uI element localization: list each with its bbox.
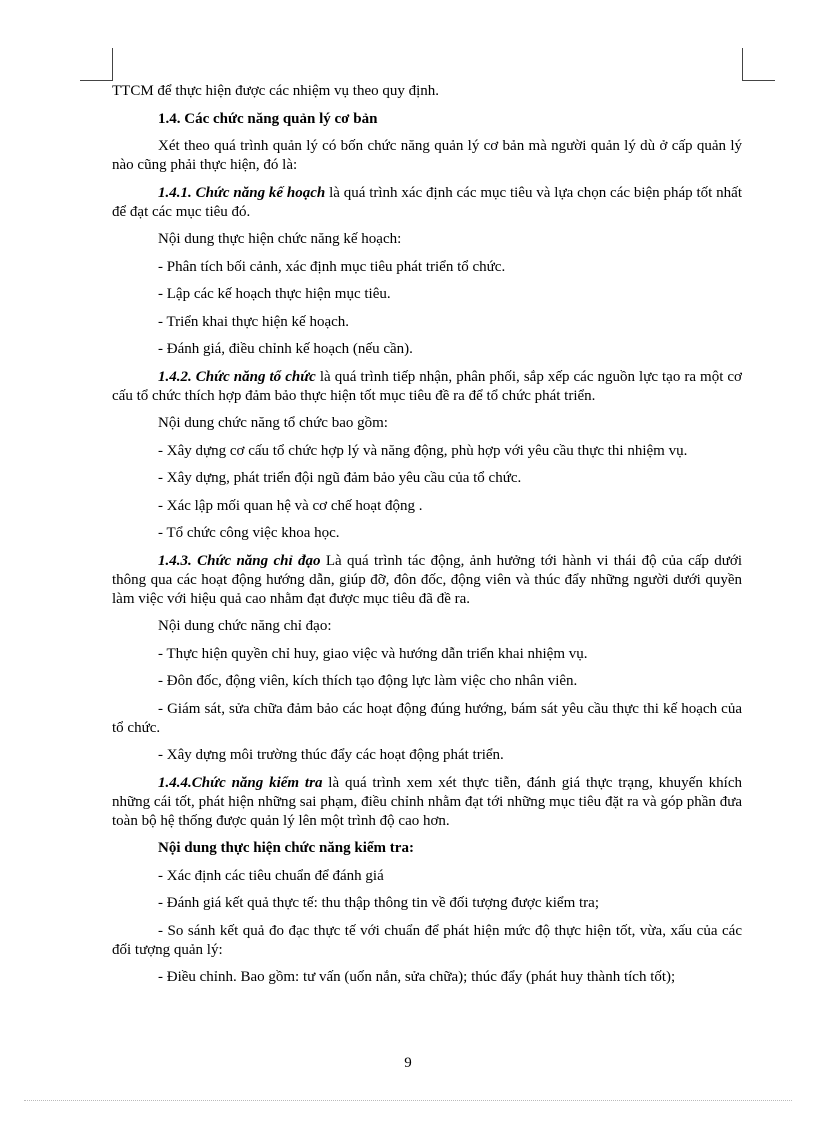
list-item: - Phân tích bối cảnh, xác định mục tiêu phát triển tổ chức. — [158, 258, 506, 275]
subsection-heading: 1.4.2. Chức năng tổ chức — [158, 368, 316, 385]
list-item: - Điều chỉnh. Bao gồm: tư vấn (uốn nắn, sửa chữa); thúc đẩy (phát huy thành tích tốt); — [158, 969, 676, 985]
subsection-text: là quá trình xem xét thực tiễn, đánh giá thực trạng, khuyến khích những cái tốt, phát hiện những sai phạm, điều chỉnh nhằm đạt tới những mục tiêu đặt ra và góp phần đưa toàn bộ hệ thống được quản lý lên một trình độ cao hơn. — [112, 774, 742, 829]
crop-mark-top-right — [742, 48, 775, 81]
list-item: - Lập các kế hoạch thực hiện mục tiêu. — [158, 286, 391, 302]
list-item: - Thực hiện quyền chỉ huy, giao việc và hướng dẫn triển khai nhiệm vụ. — [158, 645, 588, 662]
list-item: - Giám sát, sửa chữa đảm bảo các hoạt động đúng hướng, bám sát yêu cầu thực thi kế hoạch của tổ chức. — [112, 700, 742, 736]
list-item: - Xây dựng, phát triển đội ngũ đảm bảo yêu cầu của tổ chức. — [158, 470, 522, 486]
list-item: - Đánh giá, điều chỉnh kế hoạch (nếu cần). — [158, 341, 413, 357]
list-item: - Xây dựng môi trường thúc đẩy các hoạt động phát triển. — [158, 747, 504, 763]
list-item: - Xác định các tiêu chuẩn để đánh giá — [158, 867, 384, 884]
crop-mark-top-left — [80, 48, 113, 81]
paragraph: Nội dung thực hiện chức năng kế hoạch: — [158, 231, 402, 247]
subsection-heading: 1.4.4.Chức năng kiểm tra — [158, 774, 323, 791]
subsection-heading: 1.4.3. Chức năng chỉ đạo — [158, 552, 321, 569]
subsection-text: Là quá trình tác động, ảnh hưởng tới hành vi thái độ của cấp dưới thông qua các hoạt động hướng dẫn, giúp đỡ, đôn đốc, động viên và thúc đẩy những người dưới quyền làm việc với hiệu quả cao nhằm đạt được mục tiêu đã đề ra. — [112, 552, 743, 607]
paragraph: Nội dung chức năng chỉ đạo: — [158, 618, 332, 634]
subsection-planning — [112, 184, 742, 222]
list-item: - Đánh giá kết quả thực tế: thu thập thông tin về đối tượng được kiểm tra; — [158, 895, 599, 911]
subsection-text: là quá trình xác định các mục tiêu và lựa chọn các biện pháp tốt nhất để đạt các mục tiêu đó. — [112, 184, 742, 220]
list-item: - So sánh kết quả đo đạc thực tế với chuẩn để phát hiện mức độ thực hiện tốt, vừa, xấu của các đối tượng quản lý: — [112, 922, 742, 958]
subsection-text: là quá trình tiếp nhận, phân phối, sắp xếp các nguồn lực tạo ra một cơ cấu tổ chức thích hợp đảm bảo thực hiện tốt mục tiêu đề ra để tổ chức phát triển. — [112, 368, 742, 404]
paragraph: TTCM để thực hiện được các nhiệm vụ theo quy định. — [112, 83, 440, 99]
subsection-organizing — [112, 368, 742, 406]
list-item: - Tổ chức công việc khoa học. — [158, 525, 340, 541]
bold-paragraph: Nội dung thực hiện chức năng kiểm tra: — [158, 840, 414, 856]
paragraph: Nội dung chức năng tổ chức bao gồm: — [158, 415, 388, 431]
paragraph: Xét theo quá trình quản lý có bốn chức năng quản lý cơ bản mà người quản lý dù ở cấp quản lý nào cũng phải thực hiện, đó là: — [112, 138, 742, 173]
list-item: - Đôn đốc, động viên, kích thích tạo động lực làm việc cho nhân viên. — [158, 673, 578, 689]
subsection-directing — [112, 552, 742, 609]
subsection-controlling — [112, 774, 742, 831]
footer-rule — [24, 1100, 792, 1101]
list-item: - Xây dựng cơ cấu tổ chức hợp lý và năng động, phù hợp với yêu cầu thực thi nhiệm vụ. — [158, 442, 688, 459]
subsection-heading: 1.4.1. Chức năng kế hoạch — [158, 184, 326, 201]
section-heading: 1.4. Các chức năng quản lý cơ bản — [158, 110, 378, 127]
document-body — [112, 82, 742, 996]
list-item: - Triển khai thực hiện kế hoạch. — [158, 313, 350, 330]
page-number: 9 — [404, 1055, 412, 1071]
list-item: - Xác lập mối quan hệ và cơ chế hoạt động . — [158, 497, 423, 514]
